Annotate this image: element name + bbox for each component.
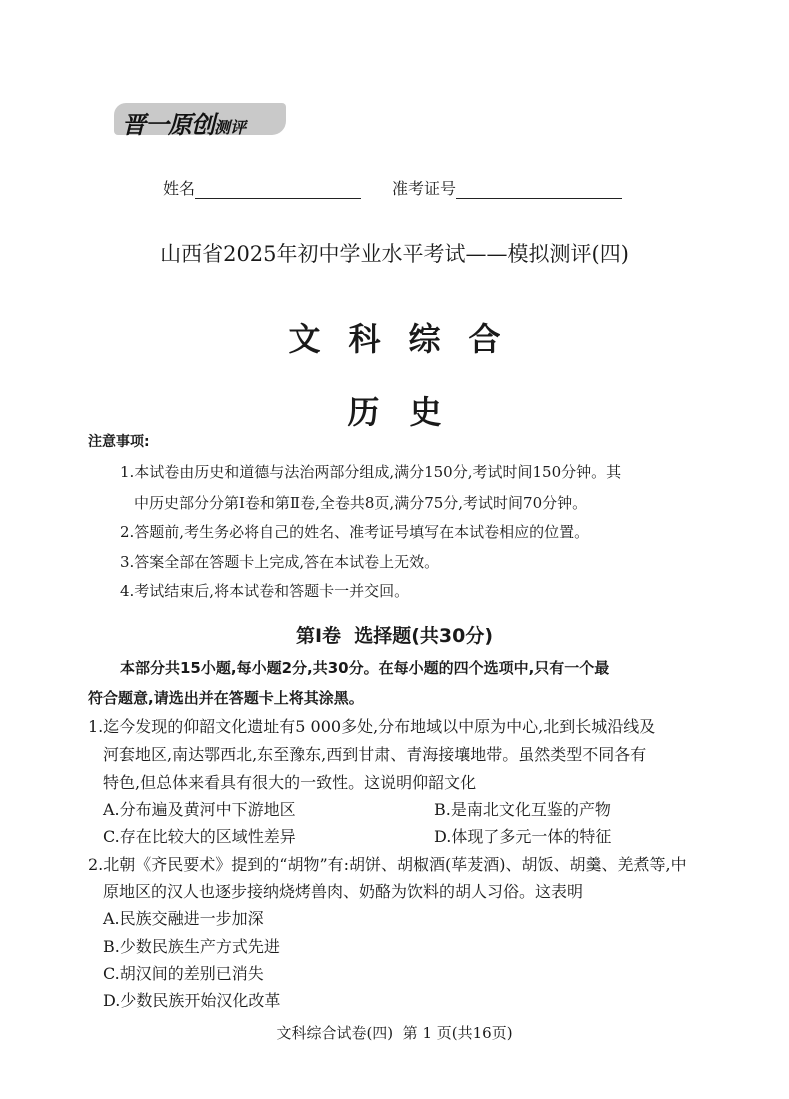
exam-number-blank [456,182,622,199]
subject-title: 历史 [347,393,472,431]
question-option: C.存在比较大的区域性差异 [103,827,296,846]
exam-number-label: 准考证号 [392,179,457,198]
page-footer: 文科综合试卷(四) 第 1 页(共16页) [276,1024,513,1042]
question-option: D.少数民族开始汉化改革 [103,991,281,1010]
notice-item: 3.答案全部在答题卡上完成,答在本试卷上无效。 [120,553,440,571]
notice-item: 中历史部分分第Ⅰ卷和第Ⅱ卷,全卷共8页,满分75分,考试时间70分钟。 [134,494,588,512]
exam-subtitle: 山西省2025年初中学业水平考试——模拟测评(四) [160,242,629,266]
brand-suffix: 测评 [214,118,247,137]
question-stem-line: 原地区的汉人也逐步接纳烧烤兽肉、奶酪为饮料的胡人习俗。这表明 [103,882,584,901]
question-option: D.体现了多元一体的特征 [434,827,612,846]
question-option: B.少数民族生产方式先进 [103,937,280,956]
notice-heading: 注意事项: [88,434,150,450]
question-stem-line: 1.迄今发现的仰韶文化遗址有5 000多处,分布地域以中原为中心,北到长城沿线及 [88,717,656,736]
question-option: A.民族交融进一步加深 [103,909,264,928]
notice-item: 2.答题前,考生务必将自己的姓名、准考证号填写在本试卷相应的位置。 [120,523,590,541]
question-stem-line: 特色,但总体来看具有很大的一致性。这说明仰韶文化 [103,773,477,792]
paper-title: 文科综合 [288,320,529,358]
notice-item: 1.本试卷由历史和道德与法治两部分组成,满分150分,考试时间150分钟。其 [120,463,622,481]
notice-item: 4.考试结束后,将本试卷和答题卡一并交回。 [120,582,410,600]
brand-main: 晋一原创 [122,111,214,139]
question-option: A.分布遍及黄河中下游地区 [103,800,296,819]
question-stem-line: 2.北朝《齐民要术》提到的“胡物”有:胡饼、胡椒酒(荜茇酒)、胡饭、胡羹、羌煮等,中 [88,855,687,874]
question-option: B.是南北文化互鉴的产物 [434,800,611,819]
question-stem-line: 河套地区,南达鄂西北,东至豫东,西到甘肃、青海接壤地带。虽然类型不同各有 [103,745,647,764]
brand-text [122,105,246,140]
question-option: C.胡汉间的差别已消失 [103,964,264,983]
section-instruction: 符合题意,请选出并在答题卡上将其涂黑。 [88,689,364,707]
name-blank [195,182,361,199]
section-instruction: 本部分共15小题,每小题2分,共30分。在每小题的四个选项中,只有一个最 [120,659,610,677]
exam-number-field [392,176,622,199]
section-title: 第Ⅰ卷 选择题(共30分) [295,625,494,647]
brand-logo [114,103,286,139]
name-label: 姓名 [163,179,196,198]
name-field [163,176,361,199]
